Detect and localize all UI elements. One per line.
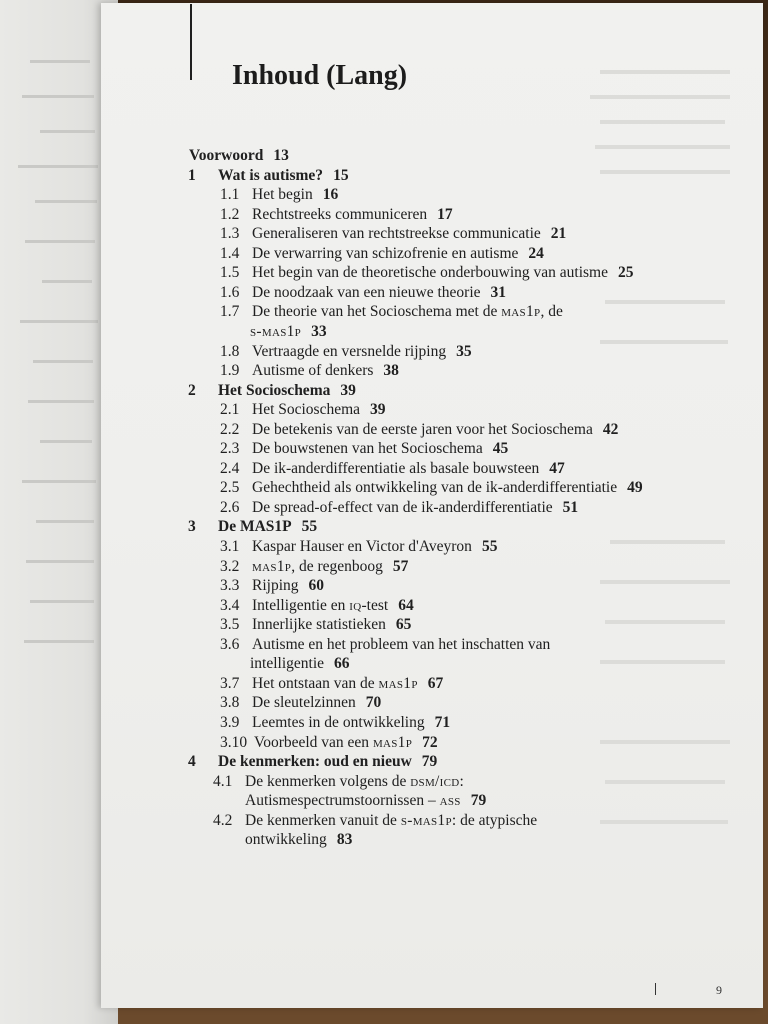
toc-number: 2.2 — [220, 420, 240, 438]
toc-entry — [220, 439, 508, 458]
toc-title: Autismespectrumstoornissen – ass — [245, 792, 461, 810]
toc-page-number: 47 — [549, 459, 565, 477]
toc-entry — [220, 498, 578, 517]
toc-title: Het Socioschema — [252, 401, 361, 419]
toc-page-number: 65 — [395, 616, 412, 634]
toc-page-number: 17 — [437, 205, 453, 223]
toc-number: 2.6 — [220, 498, 240, 516]
toc-title: Vertraagde en versnelde rijping — [252, 342, 447, 360]
toc-title: Leemtes in de ontwikkeling — [252, 713, 425, 731]
toc-entry — [220, 263, 633, 282]
toc-entry — [220, 400, 386, 419]
toc-title: Het ontstaan van de mas1p — [252, 674, 418, 692]
toc-title: De noodzaak van een nieuwe theorie — [252, 283, 481, 301]
toc-page-number: 71 — [434, 713, 451, 731]
toc-page-number: 42 — [602, 420, 619, 438]
toc-title: Wat is autisme? — [218, 166, 324, 184]
toc-title: De betekenis van de eerste jaren voor het Socioschema — [252, 420, 593, 438]
toc-page-number: 49 — [627, 479, 643, 497]
toc-entry — [188, 517, 317, 536]
toc-page-number: 79 — [470, 792, 487, 810]
toc-title: Intelligentie en iq-test — [252, 596, 389, 614]
toc-title: Voorwoord — [189, 147, 264, 164]
toc-entry — [220, 615, 411, 634]
toc-entry — [245, 830, 352, 849]
toc-title: De ik-anderdifferentiatie als basale bouwsteen — [252, 459, 540, 477]
toc-title: Rechtstreeks communiceren — [252, 205, 428, 223]
toc-title: Rijping — [252, 577, 299, 595]
toc-number: 3.10 — [220, 733, 248, 751]
toc-title: Voorbeeld van een mas1p — [254, 733, 413, 751]
toc-entry — [220, 713, 450, 732]
toc-number: 3.4 — [220, 596, 240, 614]
toc-number: 4 — [188, 753, 196, 771]
toc-title: intelligentie — [250, 655, 325, 673]
toc-page-number: 64 — [398, 596, 414, 614]
toc-entry — [220, 596, 414, 615]
toc-page-number: 79 — [421, 753, 438, 771]
toc-number: 2.1 — [220, 401, 240, 419]
toc-number: 3.9 — [220, 713, 240, 731]
toc-number: 1.9 — [220, 362, 240, 380]
toc-title: Autisme en het probleem van het inschatten van — [252, 635, 551, 653]
toc-number: 3.7 — [220, 674, 240, 692]
toc-title: De kenmerken: oud en nieuw — [218, 753, 412, 771]
toc-entry — [220, 674, 443, 693]
toc-page-number: 15 — [333, 166, 349, 184]
toc-number: 1 — [188, 166, 196, 184]
toc-number: 3.8 — [220, 694, 240, 712]
toc-page-number: 72 — [422, 733, 438, 751]
toc-number: 3.2 — [220, 557, 240, 575]
toc-number: 1.2 — [220, 205, 240, 223]
toc-entry — [220, 459, 565, 478]
toc-page-number: 39 — [340, 381, 356, 399]
toc-entry — [220, 205, 453, 224]
toc-number: 1.1 — [220, 186, 240, 204]
toc-entry — [213, 811, 537, 830]
toc-entry — [220, 283, 506, 302]
toc-number: 1.4 — [220, 244, 240, 262]
toc-entry — [220, 302, 563, 321]
toc-entry — [220, 342, 472, 361]
toc-page-number: 13 — [273, 147, 289, 164]
toc-title: De sleutelzinnen — [252, 694, 356, 712]
toc-entry — [220, 693, 381, 712]
toc-title: De MAS1P — [218, 518, 292, 536]
toc-title: Het begin van de theoretische onderbouwing van autisme — [252, 264, 608, 282]
toc-page-number: 21 — [550, 225, 567, 243]
toc-number: 1.3 — [220, 225, 240, 243]
toc-number: 1.6 — [220, 283, 240, 301]
toc-number: 1.5 — [220, 264, 240, 282]
toc-page-number: 55 — [481, 538, 498, 555]
toc-title: s-mas1p — [250, 322, 302, 340]
toc-entry — [220, 478, 643, 497]
toc-page-number: 67 — [427, 674, 444, 692]
toc-title: De bouwstenen van het Socioschema — [252, 440, 483, 458]
toc-entry — [250, 654, 350, 673]
toc-number: 3.6 — [220, 635, 240, 653]
toc-number: 2.3 — [220, 440, 240, 458]
toc-entry — [220, 635, 550, 654]
toc-page-number: 38 — [383, 362, 399, 380]
toc-page-number: 60 — [308, 577, 325, 595]
toc-entry — [189, 146, 289, 165]
toc-page-number: 33 — [311, 322, 327, 340]
toc-entry — [220, 733, 438, 752]
toc-number: 3.1 — [220, 538, 240, 555]
toc-entry — [220, 244, 544, 263]
toc-entry — [220, 361, 399, 380]
toc-entry — [220, 420, 618, 439]
page-title: Inhoud (Lang) — [232, 60, 408, 91]
toc-entry — [245, 791, 486, 810]
toc-page-number: 16 — [322, 186, 339, 204]
toc-entry — [188, 752, 437, 771]
toc-entry — [188, 166, 349, 185]
toc-title: De kenmerken volgens de dsm/icd: — [245, 772, 464, 790]
toc-page-number: 45 — [492, 440, 509, 458]
page-number: 9 — [716, 983, 722, 997]
toc-page-number: 51 — [562, 498, 579, 516]
toc-page-number: 55 — [301, 518, 318, 536]
toc-page-number: 31 — [490, 283, 507, 301]
toc-entry — [220, 537, 497, 556]
toc-page-number: 25 — [617, 264, 634, 282]
toc-page-number: 57 — [392, 557, 409, 575]
toc-title: Autisme of denkers — [252, 362, 374, 380]
toc-title: Kaspar Hauser en Victor d'Aveyron — [252, 538, 472, 555]
header-rule — [190, 4, 192, 80]
toc-entry — [220, 185, 338, 204]
toc-entry — [220, 557, 408, 576]
toc-title: ontwikkeling — [245, 831, 327, 849]
toc-number: 1.8 — [220, 342, 240, 360]
toc-title: De verwarring van schizofrenie en autisme — [252, 244, 519, 262]
toc-entry — [188, 381, 356, 400]
toc-page-number: 35 — [456, 342, 472, 360]
toc-number: 2.4 — [220, 459, 240, 477]
toc-page-number: 66 — [334, 655, 350, 673]
toc-number: 4.2 — [213, 811, 233, 829]
toc-title: Generaliseren van rechtstreekse communicatie — [252, 225, 541, 243]
toc-title: Gehechtheid als ontwikkeling van de ik-anderdifferentiatie — [252, 479, 618, 497]
toc-number: 2 — [188, 381, 196, 399]
toc-title: Het begin — [252, 186, 313, 204]
toc-title: Het Socioschema — [218, 381, 331, 399]
toc-number: 3 — [188, 518, 196, 536]
toc-title: Innerlijke statistieken — [252, 616, 386, 634]
toc-number: 2.5 — [220, 479, 240, 497]
toc-number: 3.3 — [220, 577, 240, 595]
toc-title: mas1p, de regenboog — [252, 557, 383, 575]
toc-number: 4.1 — [213, 772, 233, 790]
footer-rule — [655, 983, 656, 995]
toc-page-number: 83 — [336, 831, 353, 849]
toc-number: 1.7 — [220, 303, 240, 321]
toc-entry — [220, 224, 566, 243]
toc-page-number: 70 — [365, 694, 382, 712]
toc-entry — [250, 322, 327, 341]
toc-title: De spread-of-effect van de ik-anderdifferentiatie — [252, 498, 553, 516]
toc-entry — [220, 576, 324, 595]
toc-page-number: 39 — [370, 401, 386, 419]
toc-title: De theorie van het Socioschema met de mas1p, de — [252, 303, 563, 321]
toc-page-number: 24 — [528, 244, 544, 262]
toc-entry — [213, 772, 464, 791]
toc-title: De kenmerken vanuit de s-mas1p: de atypische — [245, 811, 538, 829]
toc-number: 3.5 — [220, 616, 240, 634]
